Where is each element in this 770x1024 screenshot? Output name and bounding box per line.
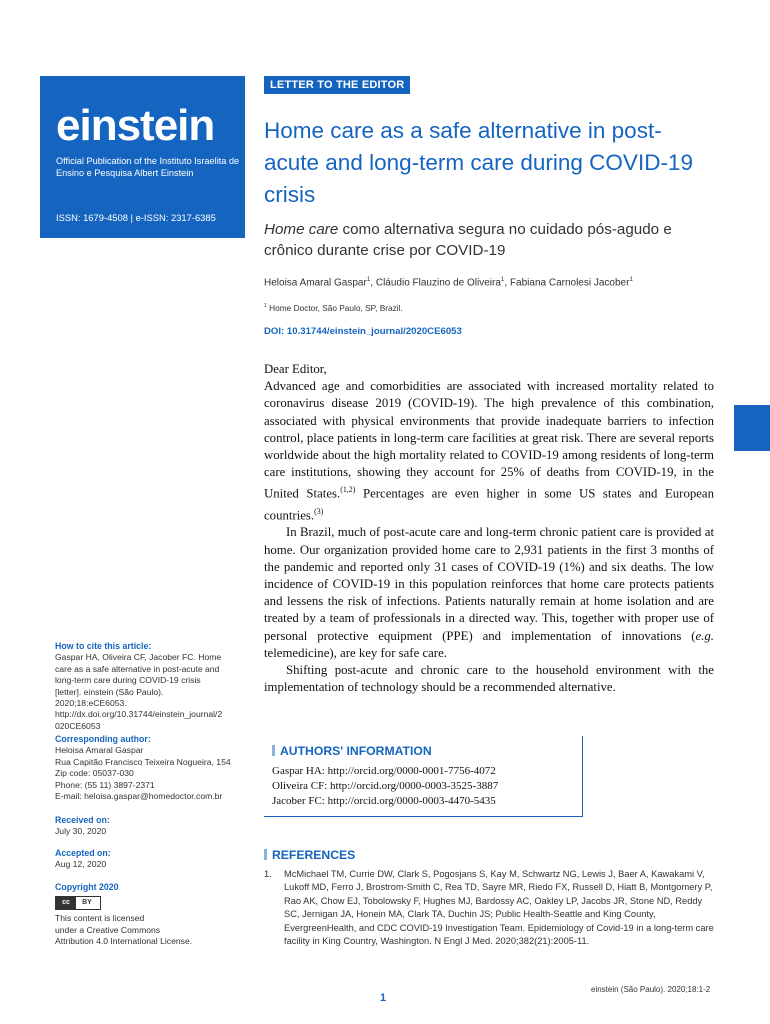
reference-item bbox=[264, 868, 719, 948]
author-list: Heloisa Amaral Gaspar$^1$, Cláudio Flauzino de Oliveira$^1$, Fabiana Carnolesi Jacober$^1$ bbox=[264, 276, 633, 289]
heading-bar-icon bbox=[272, 745, 275, 756]
citation-ref[interactable]: (3) bbox=[314, 506, 324, 516]
section-label: LETTER TO THE EDITOR bbox=[264, 76, 410, 94]
paragraph-2 bbox=[264, 524, 714, 662]
subtitle-rest: como alternativa segura no cuidado pós-agudo e crônico durante crise por COVID-19 bbox=[264, 221, 672, 259]
article-title: Home care as a safe alternative in post-acute and long-term care during COVID-19 crisis bbox=[264, 118, 693, 207]
corr-line: Heloisa Amaral Gaspar bbox=[55, 745, 144, 756]
license-line: Attribution 4.0 International License. bbox=[55, 936, 193, 947]
how-to-cite-text: Gaspar HA, Oliveira CF, Jacober FC. Home care as a safe alternative in post-acute and long-term care during COVID-19 crisis [letter]. einstein (São Paulo). 2020;18:eCE6053. http://dx.doi.org/10.31744/einstein_journal/2020CE6053 bbox=[55, 652, 223, 731]
corr-line: Phone: (55 11) 3897-2371 bbox=[55, 779, 155, 790]
affiliation bbox=[264, 303, 403, 313]
authors-information-title: AUTHORS' INFORMATION bbox=[280, 744, 432, 758]
author-affil-sup: 1 bbox=[366, 276, 371, 283]
page-number: 1 bbox=[380, 992, 387, 1004]
author-affil-sup: 1 bbox=[629, 276, 633, 283]
reference-number: 1. bbox=[264, 869, 272, 879]
citation-ref[interactable]: (1,2) bbox=[340, 485, 356, 495]
author-name: Cláudio Flauzino de Oliveira bbox=[375, 277, 501, 289]
authors-information-heading bbox=[272, 744, 432, 758]
accepted-value: Aug 12, 2020 bbox=[55, 859, 107, 870]
p2-text-b: telemedicine), are key for safe care. bbox=[264, 645, 447, 660]
subtitle-italic: Home care bbox=[264, 221, 339, 238]
corresponding-author bbox=[55, 734, 233, 802]
journal-issn: ISSN: 1679-4508 | e-ISSN: 2317-6385 bbox=[56, 212, 216, 223]
cc-mark: cc bbox=[56, 897, 76, 909]
journal-logo: einstein bbox=[56, 101, 215, 150]
journal-brand-block bbox=[40, 76, 245, 238]
license-line: This content is licensed bbox=[55, 913, 145, 924]
footer-citation: einstein (São Paulo). 2020;18:1-2 bbox=[591, 985, 711, 994]
author-name: Fabiana Carnolesi Jacober bbox=[509, 277, 630, 289]
p2-italic: e.g. bbox=[695, 628, 714, 643]
received-value: July 30, 2020 bbox=[55, 826, 107, 837]
how-to-cite bbox=[55, 641, 233, 732]
paragraph-1 bbox=[264, 378, 714, 524]
salutation: Dear Editor, bbox=[264, 362, 327, 376]
heading-bar-icon bbox=[264, 849, 267, 860]
references-title: REFERENCES bbox=[272, 848, 356, 862]
author-affil-sup: 1 bbox=[500, 276, 505, 283]
reference-text: McMichael TM, Currie DW, Clark S, Pogosjans S, Kay M, Schwartz NG, Lewis J, Baer A, Kawakami V, Lukoff MD, Ferro J, Brostrom-Smith C, Rea TD, Sayre MR, Riedo FX, Russell D, Hiatt B, Montgomery P, Rao AK, Chow EJ, Tobolowsky F, Hughes MJ, Bardossy AC, Oakley LP, Jacobs JR, Stone ND, Reddy SC, Jernigan JA, Honein MA, Clark TA, Duchin JS; Public Health-Seattle and King County, EvergreenHealth, and CDC COVID-19 Investigation Team. Epidemiology of Covid-19 in a long-term care facility in King Country, Washington. N Engl J Med. 2020;382(21):2005-11. bbox=[284, 869, 714, 947]
copyright-heading: Copyright 2020 bbox=[55, 882, 119, 892]
received-heading: Received on: bbox=[55, 815, 110, 825]
references-heading bbox=[264, 848, 355, 862]
p1-text-a: Advanced age and comorbidities are associated with increased mortality related to coronavirus disease 2019 (COVID-19). The high prevalence of this combination, associated with physical environments that provide inadequate barriers to infection control, place patients in long-term care facilities at great risk. There are several reports worldwide about the high mortality related to COVID-19 among residents of long-term care institutions, showing they account for 25% of deaths from COVID-19, in the United States. bbox=[264, 379, 714, 501]
journal-subtitle: Official Publication of the Instituto Israelita de Ensino e Pesquisa Albert Einstein bbox=[56, 156, 240, 178]
orcid-line[interactable]: Jacober FC: http://orcid.org/0000-0003-4470-5435 bbox=[272, 795, 496, 808]
affiliation-sup: 1 bbox=[264, 303, 267, 310]
corr-email[interactable]: E-mail: heloisa.gaspar@homedoctor.com.br bbox=[55, 791, 223, 802]
author-name: Heloisa Amaral Gaspar bbox=[264, 277, 367, 289]
side-tab-marker bbox=[734, 405, 770, 451]
authors-information-box bbox=[264, 736, 583, 817]
orcid-line[interactable]: Oliveira CF: http://orcid.org/0000-0003-3525-3887 bbox=[272, 780, 499, 793]
article-subtitle bbox=[264, 219, 704, 261]
orcid-list bbox=[272, 764, 498, 810]
corresponding-author-heading: Corresponding author: bbox=[55, 734, 151, 744]
how-to-cite-heading: How to cite this article: bbox=[55, 641, 152, 651]
orcid-line[interactable]: Gaspar HA: http://orcid.org/0000-0001-7756-4072 bbox=[272, 765, 496, 777]
by-mark: BY bbox=[82, 899, 92, 907]
copyright-block bbox=[55, 882, 233, 948]
paragraph-3: Shifting post-acute and chronic care to the household environment with the implementation of technology should be a recommended alternative. bbox=[264, 662, 714, 695]
doi-link[interactable]: DOI: 10.31744/einstein_journal/2020CE6053 bbox=[264, 326, 462, 337]
corr-line: Zip code: 05037-030 bbox=[55, 768, 134, 779]
accepted-heading: Accepted on: bbox=[55, 848, 111, 858]
affiliation-text: Home Doctor, São Paulo, SP, Brazil. bbox=[266, 303, 403, 313]
accepted-date bbox=[55, 848, 233, 871]
received-date bbox=[55, 815, 233, 838]
corr-line: Rua Capitão Francisco Teixeira Nogueira, 154 bbox=[55, 756, 231, 767]
creative-commons-icon[interactable] bbox=[55, 896, 101, 910]
letter-body bbox=[264, 361, 714, 696]
license-line: under a Creative Commons bbox=[55, 924, 161, 935]
p1-text-b: Percentages are even higher in some US states and European countries. bbox=[264, 486, 715, 523]
p2-text-a: In Brazil, much of post-acute care and long-term chronic patient care is provided at home. Our organization provided home care to 2,931 patients in the first 3 months of the pandemic and reported only 31 cases of COVID-19 (1%) and six deaths. The low incidence of COVID-19 in this population reinforces that home care protects patients and lessens the risk of infections. Patients naturally remain at home isolation and are treated by a team of professionals in a directed way. This, together with proper use of personal protective equipment (PPE) and implementation of innovations ( bbox=[264, 525, 714, 643]
